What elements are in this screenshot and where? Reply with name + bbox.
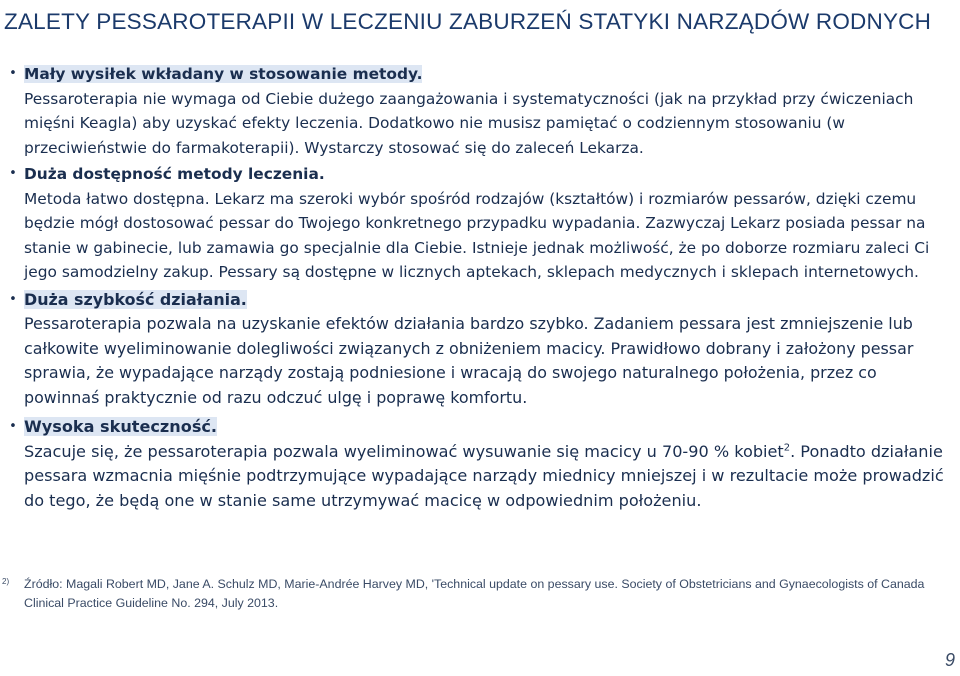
bullet-icon: • (9, 291, 17, 307)
list-item-availability (0, 162, 944, 285)
bullet-icon: • (9, 166, 17, 181)
item-lead: Metoda łatwo dostępna. (24, 189, 210, 208)
item-body-text-continued: . Ponadto działanie pessara wzmacnia mięśnie podtrzymujące wypadające narządy miednicy mniejszej i w rezultacie może prowadzić do tego, że będą one w stanie same utrzymywać macicę w odpowiednim położeniu. (24, 441, 944, 510)
list-item-effectiveness (0, 415, 944, 513)
bullet-icon: • (9, 419, 17, 434)
item-heading: Mały wysiłek wkładany w stosowanie metody. (24, 65, 423, 83)
page-number: 9 (944, 650, 955, 670)
item-body: Pessaroterapia pozwala na uzyskanie efektów działania bardzo szybko. Zadaniem pessara jest zmniejszenie lub całkowite wyeliminowanie dolegliwości związanych z obniżeniem macicy. Prawidłowo dobrany i założony pessar sprawia, że wypadające narządy zostają podniesione i wracają do swojego naturalnego położenia, przez co powinnaś praktycznie od razu odczuć ulgę i poprawę komfortu. (24, 314, 914, 407)
item-heading: Duża dostępność metody leczenia. (24, 165, 325, 183)
item-body (24, 440, 944, 514)
footnote (0, 575, 960, 613)
item-heading: Duża szybkość działania. (24, 289, 247, 309)
page-title: ZALETY PESSAROTERAPII W LECZENIU ZABURZEŃ STATYKI NARZĄDÓW RODNYCH (4, 9, 932, 34)
item-body (24, 187, 944, 285)
item-body-text: Szacuje się, że pessaroterapia pozwala wyeliminować wysuwanie się macicy u 70-90 % kobiet (24, 441, 784, 461)
list-item-low-effort (0, 62, 944, 160)
item-body: Pessaroterapia nie wymaga od Ciebie dużego zaangażowania i systematyczności (jak na przykład przy ćwiczeniach mięśni Keagla) aby uzyskać efekty leczenia. Dodatkowo nie musisz pamiętać o codziennym stosowaniu (w przeciwieństwie do farmakoterapii). Wystarczy stosować się do zaleceń Lekarza. (24, 89, 914, 157)
item-body-text: Lekarz ma szeroki wybór spośród rodzajów (kształtów) i rozmiarów pessarów, dzięki czemu będzie mógł dostosować pessar do Twojego konkretnego przypadku wypadania. Zazwyczaj Lekarz posiada pessar na stanie w gabinecie, lub zamawia go specjalnie dla Ciebie. Istnieje jednak możliwość, że po doborze rozmiaru zaleci Ci jego samodzielny zakup. Pessary są dostępne w licznych aptekach, sklepach medycznych i sklepach internetowych. (24, 189, 930, 281)
list-item-speed (0, 288, 944, 411)
item-heading: Wysoka skuteczność. (24, 417, 218, 436)
footnote-text: Źródło: Magali Robert MD, Jane A. Schulz MD, Marie-Andrée Harvey MD, 'Technical update on pessary use. Society of Obstetricians and Gynaecologists of Canada Clinical Practice Guideline No. 294, July 2013. (24, 577, 925, 610)
footnote-mark: 2) (2, 577, 10, 586)
bullet-icon: • (9, 66, 17, 81)
benefits-list (0, 62, 960, 513)
footnote-reference: 2 (783, 442, 791, 454)
